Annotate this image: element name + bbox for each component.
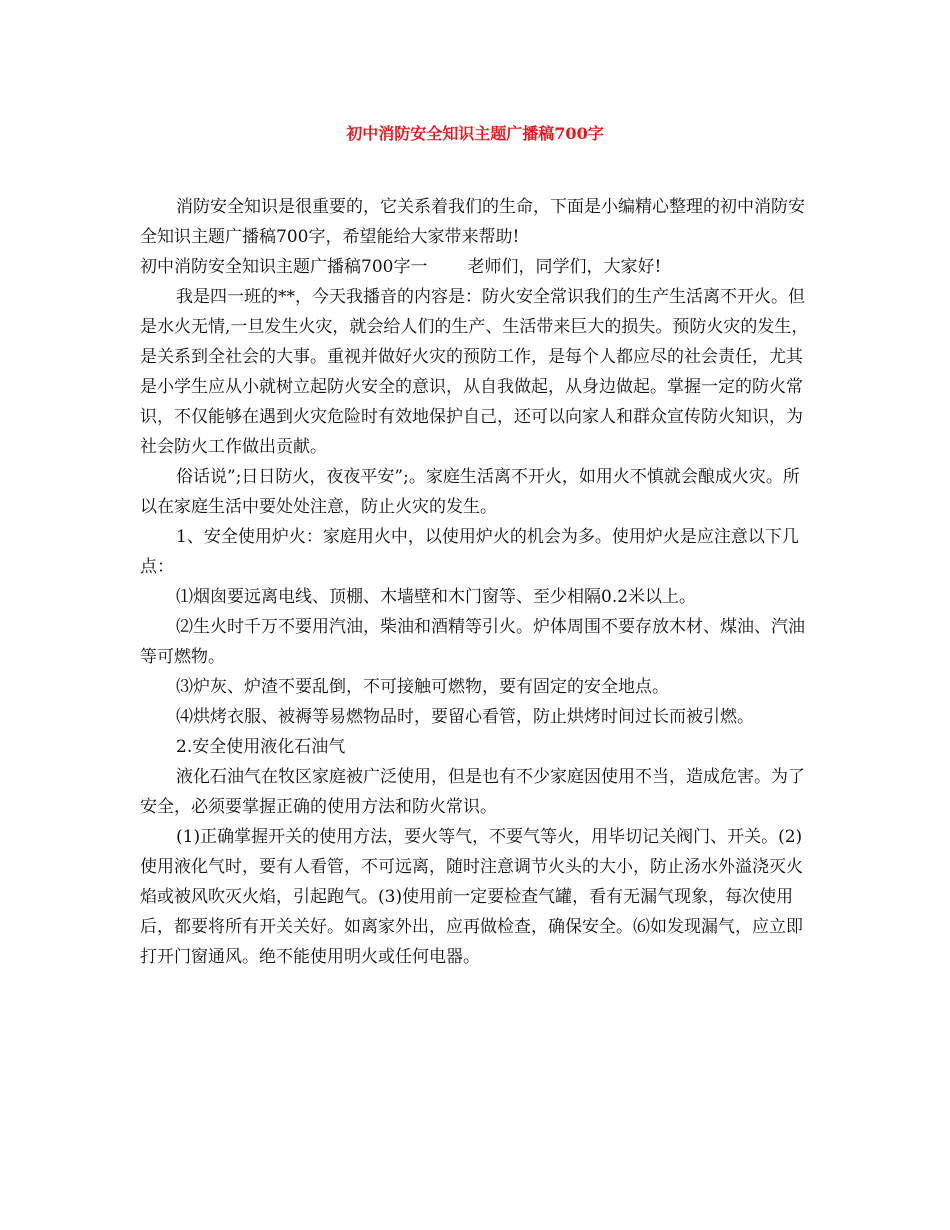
paragraph-stove-item-2: ⑵生火时千万不要用汽油，柴油和酒精等引火。炉体周围不要存放木材、煤油、汽油等可燃物。 [140,617,805,667]
greeting-text: 老师们，同学们，大家好! [467,257,662,277]
document-title: 初中消防安全知识主题广播稿700字 [346,124,604,143]
section-heading: 初中消防安全知识主题广播稿700字一 [140,257,428,277]
paragraph-lpg-heading: 2.安全使用液化石油气 [176,737,346,757]
paragraph-stove-item-4: ⑷烘烤衣服、被褥等易燃物品时，要留心看管，防止烘烤时间过长而被引燃。 [176,707,754,727]
intro-paragraph: 消防安全知识是很重要的，它关系着我们的生命，下面是小编精心整理的初中消防安全知识主题广播稿700字，希望能给大家带来帮助! [140,197,805,247]
paragraph-stove-heading: 1、安全使用炉火：家庭用火中，以使用炉火的机会为多。使用炉火是应注意以下几点： [140,527,799,577]
paragraph-lpg-rules: (1)正确掌握开关的使用方法，要火等气，不要气等火，用毕切记关阀门、开关。(2)使用液化气时，要有人看管，不可远离，随时注意调节火头的大小，防止汤水外溢浇灭火焰或被风吹灭火焰，引起跑气。(3)使用前一定要检查气罐，看有无漏气现象，每次使用后，都要将所有开关关好。如离家外出，应再做检查，确保安全。⑹如发现漏气，应立即打开门窗通风。绝不能使用明火或任何电器。 [140,827,803,967]
paragraph-stove-item-3: ⑶炉灰、炉渣不要乱倒，不可接触可燃物，要有固定的安全地点。 [176,677,669,697]
paragraph-stove-item-1: ⑴烟囱要远离电线、顶棚、木墙壁和木门窗等、至少相隔0.2米以上。 [176,587,697,607]
paragraph-lpg-intro: 液化石油气在牧区家庭被广泛使用，但是也有不少家庭因使用不当，造成危害。为了安全，必须要掌握正确的使用方法和防火常识。 [140,767,805,817]
paragraph-proverb: 俗话说”;日日防火，夜夜平安”;。家庭生活离不开火，如用火不慎就会酿成火灾。所以在家庭生活中要处处注意，防止火灾的发生。 [140,467,800,517]
document-body [140,192,816,972]
paragraph-self-intro: 我是四一班的**，今天我播音的内容是：防火安全常识我们的生产生活离不开火。但是水火无情,一旦发生火灾，就会给人们的生产、生活带来巨大的损失。预防火灾的发生，是关系到全社会的大事。重视并做好火灾的预防工作，是每个人都应尽的社会责任，尤其是小学生应从小就树立起防火安全的意识，从自我做起，从身边做起。掌握一定的防火常识，不仅能够在遇到火灾危险时有效地保护自己，还可以向家人和群众宣传防火知识，为社会防火工作做出贡献。 [140,287,809,457]
section-heading-line [140,252,816,282]
